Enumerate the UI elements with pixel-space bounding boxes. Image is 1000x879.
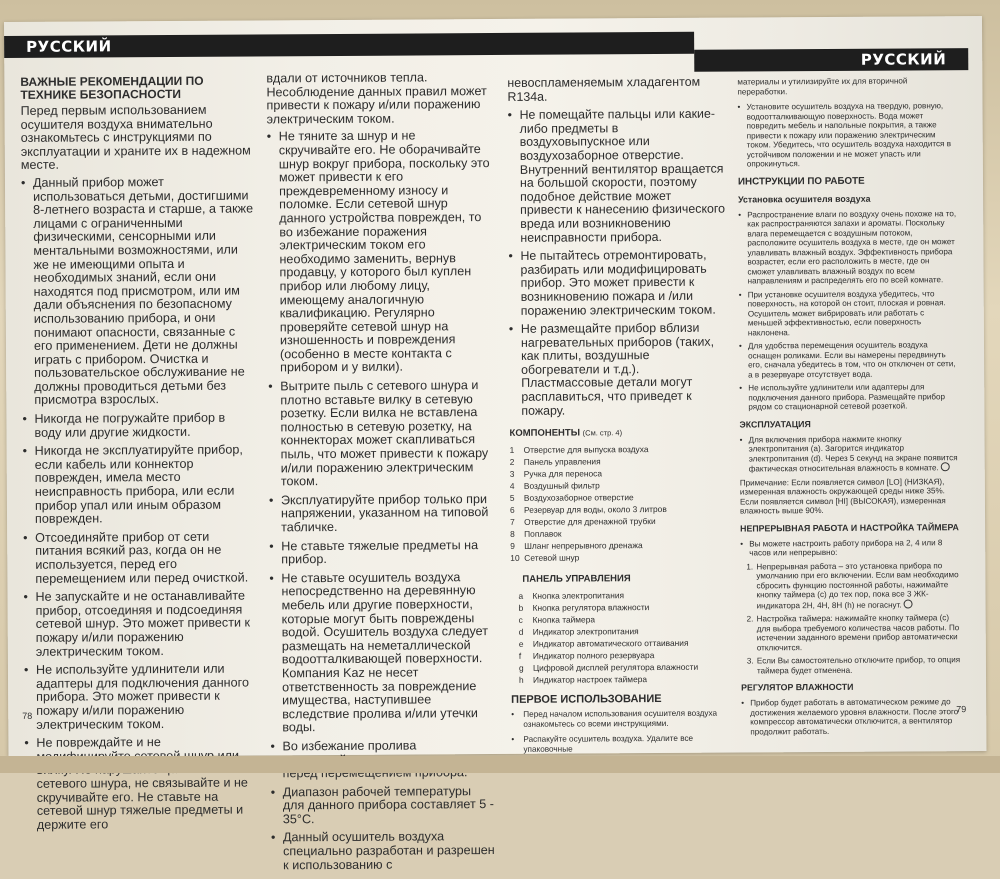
component-label: Поплавок [524, 528, 562, 540]
component-label: Сетевой шнур [524, 552, 580, 564]
component-label: Воздухозаборное отверстие [523, 492, 634, 504]
panel-list [510, 589, 729, 686]
component-number: 3 [509, 469, 515, 480]
page-number-left: 78 [22, 710, 33, 721]
component-label: Отверстие для дренажной трубки [524, 516, 656, 528]
step-number: 2. [746, 614, 754, 624]
power-icon [941, 462, 950, 471]
components-heading [509, 427, 727, 439]
safety-item: • Не помещайте пальцы или какие-либо предметы в воздуховыпускное или воздухозаборное отверстие. Внутренний вентилятор вращается на большой скорости, поэтому подобное действие может привести к нанесению физического вреда или возникновению неисправности прибора. [508, 108, 727, 245]
safety-item: • Не ставьте тяжелые предметы на прибор. [269, 539, 493, 568]
safety-item: • Во избежание пролива перед [270, 739, 494, 781]
panel-label: Цифровой дисплей регулятора влажности [532, 662, 699, 674]
component-item [510, 551, 728, 564]
panel-letter: g [518, 663, 524, 674]
step-number: 1. [746, 561, 754, 571]
manual-spread [4, 16, 986, 872]
safety-intro: Перед первым использованием осушителя воздуха внимательно ознакомьтесь с инструкциями по эксплуатации и храните их в надежном месте. [20, 102, 251, 173]
language-title-left: РУССКИЙ [26, 37, 112, 56]
safety-item: • Не ставьте осушитель воздуха непосредственно на деревянную мебель или другие поверхности, которые могут быть повреждены водой. Осушитель воздуха следует размещать на неметаллической водоотталкивающей поверхности. Компания Kaz не несет ответственность за повреждение имущества, наступившее вследствие пролива и/или утечки воды. [269, 571, 494, 735]
panel-label: Индикатор полного резервуара [532, 650, 655, 662]
step-text: Непрерывная работа – это установка прибора по умолчанию при его включении. Если вам необходимо сбросить функцию постоянной работы, нажимайте кнопку таймера (c) до тех пор, пока все 3 ЖК-индикатора 2H, 4H, 8H (h) не погаснут. [756, 560, 959, 610]
panel-label: Кнопка регулятора влажности [532, 602, 650, 614]
humidity-heading: РЕГУЛЯТОР ВЛАЖНОСТИ [741, 681, 854, 693]
safety-item: • Не используйте удлинители или адаптеры для подключения данного прибора. Это может привести к пожару и/или поражению электрическим током. [24, 663, 256, 732]
safety-item: • Данный осушитель воздуха специально разработан и разрешен к использованию с [271, 830, 495, 872]
timer-list [740, 538, 961, 676]
panel-letter: f [518, 651, 522, 662]
timer-intro: • Вы можете настроить работу прибора на 2, 4 или 8 часов или непрерывно: [740, 538, 960, 558]
timer-step [740, 561, 960, 611]
safety-item: • Не размещайте прибор вблизи нагревательных приборов (таких, как плиты, воздушные обогреватели и т.д.). Пластмассовые детали могут расплавиться, что приведет к пожару. [509, 322, 728, 418]
language-title-right: РУССКИЙ [860, 50, 947, 69]
install-heading: Установка осушителя воздуха [738, 193, 871, 205]
timer-step [741, 613, 961, 652]
column-components [507, 76, 729, 761]
component-label: Воздушный фильтр [523, 480, 600, 492]
install-item: • Распространение влаги по воздуху очень похоже на то, как распространяются запахи и ароматы. Поскольку влага перемещается с воздушным потоком, расположите осушитель воздуха в месте, где он может улавливать влажный воздух. Эффективность прибора возрастет, если его расположить в месте, где он сможет улавливать влажный воздух по всем направлениям и распределять его по всей комнате. [738, 209, 958, 286]
safety-item: • Не повреждайте и не сетевого шнура, не связывайте и не скручивайте его. Не ставьте на сетевой шнур тяжелые предметы и держите его [24, 736, 257, 833]
safety-continuation: вдали от источников тепла. Несоблюдение данных правил может привести к пожару и/или поражению электрическим током. [266, 70, 487, 127]
component-label: Ручка для переноса [523, 468, 603, 480]
panel-label: Индикатор настроек таймера [532, 674, 648, 686]
panel-label: Индикатор автоматического оттаивания [532, 638, 689, 650]
panel-label: Кнопка таймера [532, 614, 596, 626]
component-number: 5 [509, 493, 515, 504]
placement-list [738, 101, 958, 169]
install-item: • Не используйте удлинители или адаптеры для подключения данного прибора. Размещайте прибор рядом со стационарной сетевой розеткой. [739, 382, 959, 412]
component-label: Панель управления [523, 456, 601, 468]
components-title: КОМПОНЕНТЫ [509, 427, 581, 440]
first-use-item: • Распакуйте осушитель воздуха. Удалите все упаковочные [511, 734, 729, 755]
install-item: • Для удобства перемещения осушитель воздуха оснащен роликами. Если вы намерены передвинуть его, сначала убедитесь в том, что он отключен от сети, а в резервуаре отсутствует вода. [739, 340, 959, 379]
panel-letter: h [518, 675, 524, 686]
install-list [738, 209, 959, 412]
component-number: 2 [509, 457, 515, 468]
safety-item: • Не запускайте и не останавливайте прибор, отсоединяя и подсоединяя сетевой шнур. Это может привести к пожару и/или поражению электрическим током. [23, 590, 255, 659]
first-use-list [511, 709, 729, 755]
language-header-right [694, 48, 968, 72]
timer-icon [904, 599, 913, 608]
refrigerant-continuation: невоспламеняемым хладагентом R134a. [507, 74, 701, 104]
panel-heading: ПАНЕЛЬ УПРАВЛЕНИЯ [522, 573, 631, 586]
note-text: Примечание: Если появляется символ [LO] (НИЗКАЯ), измеренная влажность окружающей среды ниже 35%. Если появляется символ [HI] (ВЫСОКАЯ), измеренная влажность выше 90%. [739, 476, 946, 516]
humidity-list [741, 697, 961, 736]
timer-heading: НЕПРЕРЫВНАЯ РАБОТА И НАСТРОЙКА ТАЙМЕРА [740, 521, 959, 534]
timer-step [741, 655, 961, 675]
components-page-ref: (См. стр. 4) [582, 428, 623, 438]
operation-list [740, 434, 960, 474]
step-number: 3. [746, 656, 754, 666]
step-text: Если Вы самостоятельно отключите прибор, то опция таймера будет отменена. [756, 655, 961, 675]
table-surface [0, 756, 1000, 773]
step-text: Настройка таймера: нажимайте кнопку таймера (c) для выбора требуемого количества часов работы. По истечении заданного времени прибор автоматически отключится. [756, 613, 960, 652]
component-number: 9 [510, 541, 515, 552]
safety-item: • Отсоединяйте прибор от сети питания всякий раз, когда он не используется, перед его перемещением или перед очисткой. [23, 530, 255, 586]
install-item: • При установке осушителя воздуха убедитесь, что поверхность, на которой он стоит, плоская и ровная. Осушитель может вибрировать или работать с меньшей эффективностью, если поверхность наклонена. [739, 289, 959, 338]
language-header-left [4, 32, 694, 58]
panel-letter: b [518, 603, 524, 614]
safety-item: • Не тяните за шнур и не скручивайте его. Не оборачивайте шнур вокруг прибора, поскольку это может привести к его преждевременному износу и поломке. Если сетевой шнур данного устройства поврежден, то во избежание поражения электрическим током его необходимо заменить, вернув продавцу, у которого был куплен прибор или любому лицу, имеющему аналогичную квалификацию. Регулярно проверяйте сетевой шнур на изношенность и повреждения (особенно в месте контакта с прибором и у вилки). [267, 129, 492, 375]
component-number: 7 [510, 517, 515, 528]
placement-item: • Установите осушитель воздуха на твердую, ровную, водоотталкивающую поверхность. Вода может повредить мебель и напольные покрытия, а также привести к пожару или поражению электрическим током. Убедитесь, что осушитель воздуха находится в устойчивом положении и не может упасть или опрокинуться. [738, 101, 958, 169]
panel-letter: e [518, 639, 524, 650]
component-label: Отверстие для выпуска воздуха [523, 444, 649, 456]
panel-letter: c [518, 615, 523, 626]
first-use-item: • Перед началом использования осушителя воздуха ознакомьтесь со всеми инструкциями. [511, 709, 729, 730]
panel-label: Индикатор электропитания [532, 626, 639, 638]
operation-text: Для включения прибора нажмите кнопку электропитания (a). Загорится индикатор электропитания (d). Через 5 секунд на экране появится фактическая относительная влажность в комнате. [748, 434, 958, 474]
components-list [510, 443, 729, 564]
safety-item: • Никогда не эксплуатируйте прибор, если кабель или коннектор поврежден, имела место неисправность прибора, или если прибор упал или иным образом поврежден. [23, 444, 255, 527]
instructions-heading: ИНСТРУКЦИИ ПО РАБОТЕ [737, 175, 865, 188]
operation-heading: ЭКСПЛУАТАЦИЯ [739, 418, 811, 430]
operation-item [740, 434, 960, 474]
safety-item: • Эксплуатируйте прибор только при напряжении, указанном на типовой табличке. [269, 493, 493, 535]
panel-letter: d [518, 627, 524, 638]
safety-item: • Данный прибор может использоваться детьми, достигшими 8-летнего возраста и старше, а также лицами с ограниченными физическими, сенсорными или ментальными возможностями, или же не имеющими опыта и необходимых знаний, если они находятся под присмотром, или им дали объяснения по безопасному использованию прибора, и они понимают опасности, связанные с его применением. Дети не должны играть с прибором. Очистка и пользовательское обслуживание не должны проводиться детьми без присмотра взрослых. [21, 175, 254, 408]
page-number-right: 79 [956, 704, 967, 715]
humidity-item: • Прибор будет работать в автоматическом режиме до достижения желаемого уровня влажности. После этого компрессор автоматически отключится, а вентилятор продолжит работать. [741, 697, 961, 736]
component-number: 1 [509, 445, 515, 456]
component-number: 4 [509, 481, 515, 492]
column-operation [737, 76, 961, 740]
panel-label: Кнопка электропитания [532, 590, 625, 602]
component-number: 8 [510, 529, 515, 540]
component-number: 10 [510, 553, 520, 564]
panel-item [511, 673, 729, 686]
column-safety-1 [20, 74, 257, 837]
safety-item: • Вытрите пыль с сетевого шнура и плотно вставьте вилку в сетевую розетку. Если вилка не вставлена полностью в сетевую розетку, на коннекторах может скапливаться пыль, что может привести к пожару и/или поражению электрическим током. [268, 379, 493, 489]
safety-list-3 [508, 108, 728, 418]
component-label: Шланг непрерывного дренажа [524, 540, 643, 552]
safety-item: • Диапазон рабочей температуры для данного прибора составляет 5 - 35°C. [271, 785, 495, 827]
component-label: Резервуар для воды, около 3 литров [523, 504, 667, 516]
safety-item: • Никогда не погружайте прибор в воду или другие жидкости. [22, 412, 254, 441]
safety-item: • Не пытайтесь отремонтировать, разбирать или модифицировать прибор. Это может привести к возникновению пожара и /или поражению электрическим током. [508, 249, 726, 318]
materials-continuation: материалы и утилизируйте их для вторичной переработки. [737, 76, 908, 97]
first-use-heading: ПЕРВОЕ ИСПОЛЬЗОВАНИЕ [511, 693, 662, 707]
safety-heading: ВАЖНЫЕ РЕКОМЕНДАЦИИ ПО ТЕХНИКЕ БЕЗОПАСНОСТИ [20, 73, 204, 102]
panel-letter: a [518, 591, 524, 602]
safety-list [21, 175, 257, 832]
component-number: 6 [509, 505, 515, 516]
